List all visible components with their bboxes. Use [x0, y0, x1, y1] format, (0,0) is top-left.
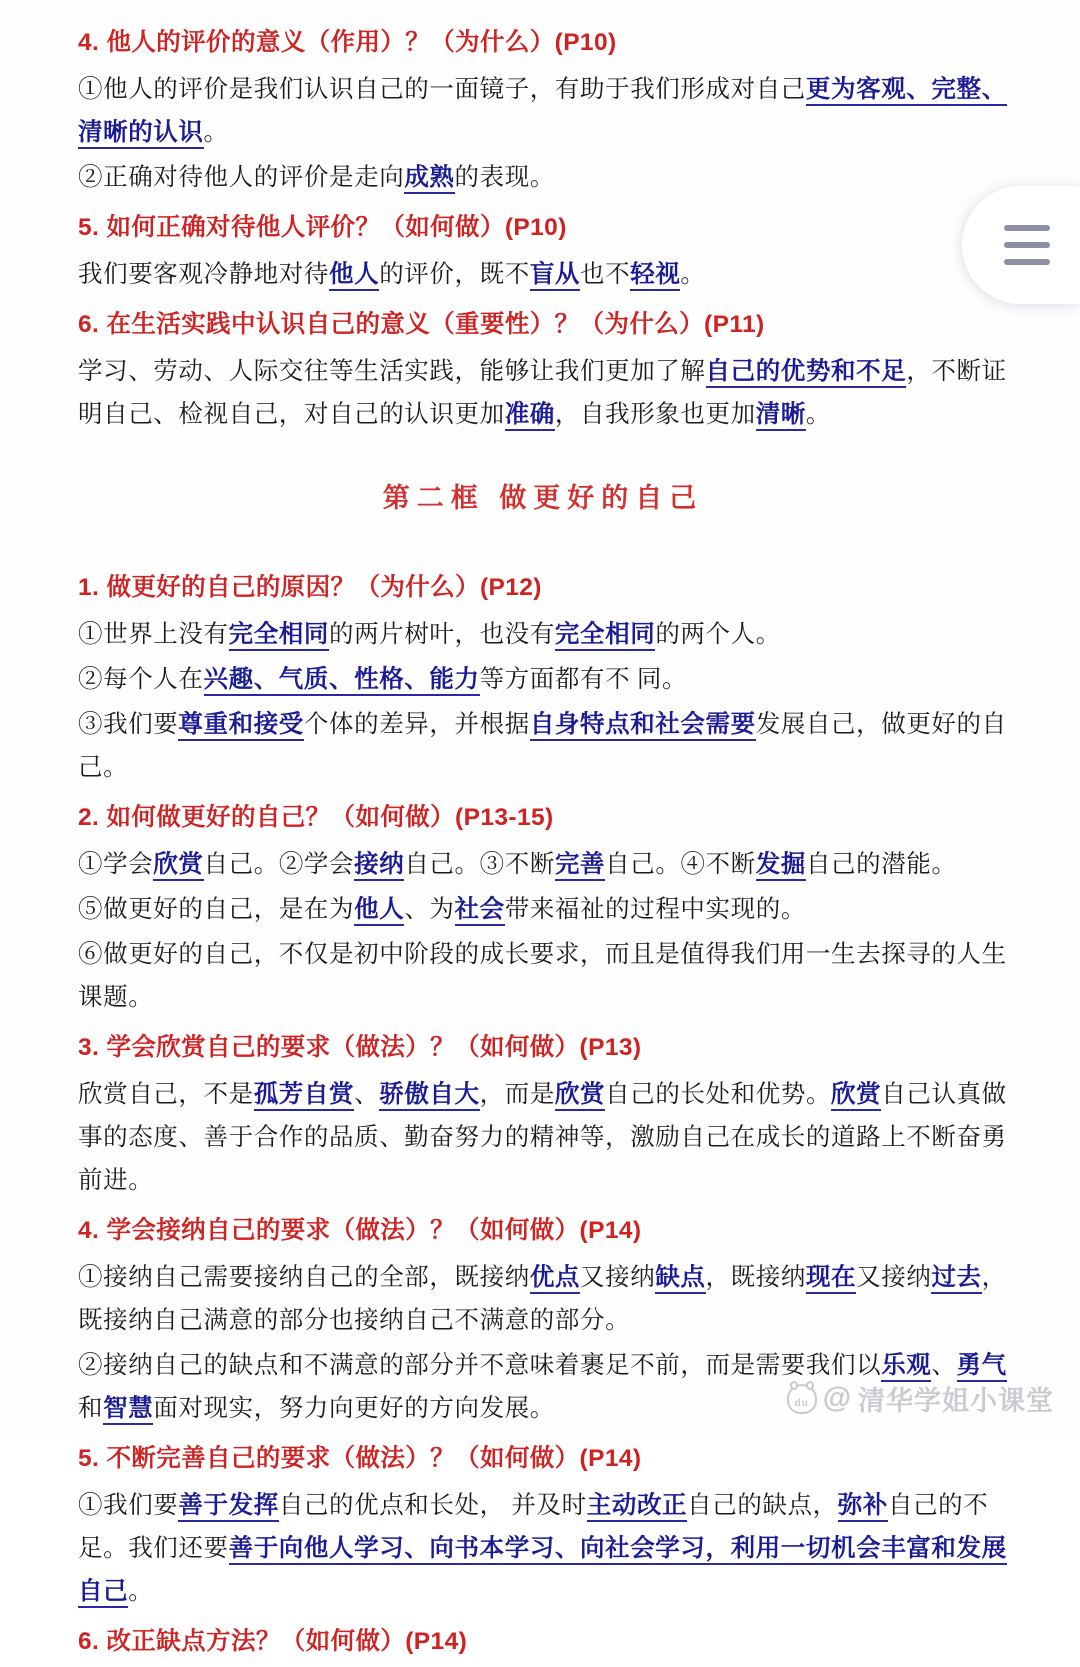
text-run: ①他人的评价是我们认识自己的一面镜子，有助于我们形成对自己 [78, 76, 806, 103]
text-run: 自己的优点和长处， 并及时 [278, 1492, 587, 1519]
question-heading-4: 4. 他人的评价的意义（作用）？（为什么）(P10) [78, 29, 617, 56]
answer-line [78, 933, 1008, 1019]
answer-line [78, 350, 1008, 436]
text-run: 的两片树叶，也没有 [329, 621, 555, 648]
text-run: ③我们要 [78, 711, 179, 738]
text-run: 我们要客观冷静地对待 [78, 261, 329, 288]
answer-line [78, 253, 1008, 296]
text-run: 自己的长处和优势。 [605, 1081, 832, 1108]
answer-line [78, 1256, 1008, 1342]
text-run: 、 [354, 1081, 380, 1108]
highlighted-term: 盲从 [530, 261, 580, 291]
text-run: 自己认真做事的态度、善于合作的品质、勤奋努力的精神等，激励自己在成长的道路上不断奋勇前进。 [78, 1081, 1007, 1194]
text-run: 自己。②学会 [203, 851, 355, 878]
highlighted-term: 欣赏 [831, 1081, 881, 1111]
answer-line [78, 613, 1008, 656]
text-run: 的评价，既不 [379, 261, 530, 288]
highlighted-term: 他人 [354, 896, 404, 926]
text-run: 。 [128, 1578, 154, 1605]
text-run: 又接纳 [856, 1264, 932, 1291]
answer-line [78, 658, 1008, 701]
watermark-text: 清华学姐小课堂 [858, 1386, 1054, 1416]
watermark-at-sign: @ [822, 1382, 852, 1414]
baidu-paw-icon: du [787, 1384, 817, 1414]
highlighted-term: 优点 [530, 1264, 580, 1294]
text-run: 自己。③不断 [404, 851, 555, 878]
highlighted-term: 乐观 [881, 1352, 931, 1382]
answer-line [78, 888, 1008, 931]
text-run: ①接纳自己需要接纳自己的全部，既接纳 [78, 1264, 530, 1291]
text-run: 。 [203, 119, 229, 146]
highlighted-term: 孤芳自赏 [254, 1081, 354, 1111]
text-run: ⑤做更好的自己，是在为 [78, 896, 355, 923]
highlighted-term: 准确 [505, 401, 555, 431]
text-run: 面对现实，努力向更好的方向发展。 [153, 1395, 555, 1422]
text-run: ②接纳自己的缺点和不满意的部分并不意味着裹足不前，而是需要我们以 [78, 1352, 882, 1379]
hamburger-bar [1004, 225, 1050, 231]
highlighted-term: 发掘 [756, 851, 806, 881]
highlighted-term: 尊重和接受 [178, 711, 304, 741]
highlighted-term: 善于发挥 [178, 1492, 278, 1522]
text-run: 自己的缺点， [687, 1492, 838, 1519]
hamburger-bar [1004, 259, 1050, 265]
text-run: 。 [680, 261, 706, 288]
highlighted-term: 善于向他人学习、向书本学习、向社会学习，利用一切机会丰富和发展自己 [78, 1535, 1007, 1608]
text-run: ①学会 [78, 851, 154, 878]
highlighted-term: 骄傲自大 [379, 1081, 479, 1111]
text-run: 学习、劳动、人际交往等生活实践，能够让我们更加了解 [78, 358, 706, 385]
hamburger-bar [1004, 242, 1050, 248]
question-heading-s2-1: 1. 做更好的自己的原因？（为什么）(P12) [78, 574, 542, 601]
highlighted-term: 社会 [455, 896, 505, 926]
hamburger-menu-icon [1004, 225, 1050, 265]
text-run: ，不断证明自己、检视自己，对自己的认识更加 [78, 358, 1007, 428]
highlighted-term: 兴趣、气质、性格、能力 [204, 666, 480, 696]
text-run: 和 [78, 1395, 104, 1422]
question-heading-s2-3: 3. 学会欣赏自己的要求（做法）？（如何做）(P13) [78, 1034, 642, 1061]
text-run: 又接纳 [580, 1264, 656, 1291]
text-run: ②每个人在 [78, 666, 204, 693]
highlighted-term: 更为客观、完整、清晰的认识 [78, 76, 1007, 149]
question-heading-s2-6: 6. 改正缺点方法？（如何做）(P14) [78, 1628, 468, 1655]
text-run: 也不 [580, 261, 631, 288]
highlighted-term: 主动改正 [587, 1492, 687, 1522]
highlighted-term: 自己的优势和不足 [706, 358, 907, 388]
text-run: 自己的潜能。 [805, 851, 957, 878]
text-run: 。 [805, 401, 832, 428]
highlighted-term: 勇气 [957, 1352, 1007, 1382]
answer-line [78, 68, 1008, 154]
text-run: 欣赏自己，不是 [78, 1081, 254, 1108]
question-heading-s2-4: 4. 学会接纳自己的要求（做法）？（如何做）(P14) [78, 1217, 642, 1244]
highlighted-term: 现在 [806, 1264, 856, 1294]
text-run: 个体的差异，并根据 [303, 711, 530, 738]
highlighted-term: 完善 [555, 851, 605, 881]
question-heading-5: 5. 如何正确对待他人评价？（如何做）(P10) [78, 214, 567, 241]
text-run: ，而是 [479, 1081, 555, 1108]
section-title: 第二框 做更好的自己 [382, 483, 704, 513]
text-run: 、 [931, 1352, 957, 1379]
text-run: 带来福祉的过程中实现的。 [504, 896, 806, 923]
text-run: ②正确对待他人的评价是走向 [78, 164, 405, 191]
text-run: ①世界上没有 [78, 621, 229, 648]
highlighted-term: 接纳 [354, 851, 404, 881]
highlighted-term: 成熟 [404, 164, 454, 194]
question-heading-s2-2: 2. 如何做更好的自己？（如何做）(P13-15) [78, 804, 554, 831]
question-heading-6: 6. 在生活实践中认识自己的意义（重要性）？（为什么）(P11) [78, 311, 765, 338]
highlighted-term: 欣赏 [555, 1081, 605, 1111]
text-run: 的表现。 [454, 164, 555, 191]
text-run: 的两个人。 [655, 621, 781, 648]
answer-line [78, 1484, 1008, 1613]
highlighted-term: 清晰 [756, 401, 806, 431]
watermark [787, 1379, 1054, 1418]
highlighted-term: 完全相同 [229, 621, 329, 651]
highlighted-term: 缺点 [655, 1264, 705, 1294]
text-run: 发展自己，做更好的自己。 [78, 711, 1007, 781]
text-run: 自己的不足。我们还要 [78, 1492, 989, 1562]
note-content [78, 14, 1008, 1667]
text-run: ，既接纳自己满意的部分也接纳自己不满意的部分。 [78, 1264, 1007, 1334]
text-run: ①我们要 [78, 1492, 179, 1519]
highlighted-term: 轻视 [630, 261, 680, 291]
question-heading-s2-5: 5. 不断完善自己的要求（做法）？（如何做）(P14) [78, 1445, 642, 1472]
highlighted-term: 完全相同 [555, 621, 655, 651]
floating-menu-button[interactable] [962, 186, 1080, 304]
answer-line [78, 843, 1008, 886]
highlighted-term: 弥补 [838, 1492, 888, 1522]
highlighted-term: 自身特点和社会需要 [530, 711, 756, 741]
text-run: 自己。④不断 [605, 851, 756, 878]
text-run: 等方面都有不 同。 [479, 666, 688, 693]
answer-line [78, 1073, 1008, 1202]
highlighted-term: 过去 [931, 1264, 981, 1294]
highlighted-term: 他人 [329, 261, 379, 291]
text-run: ，自我形象也更加 [554, 401, 756, 428]
text-run: ⑥做更好的自己，不仅是初中阶段的成长要求，而且是值得我们用一生去探寻的人生课题。 [78, 941, 1007, 1011]
text-run: 、为 [404, 896, 455, 923]
answer-line [78, 156, 1008, 199]
text-run: ，既接纳 [705, 1264, 806, 1291]
highlighted-term: 欣赏 [153, 851, 203, 881]
highlighted-term: 智慧 [103, 1395, 153, 1425]
answer-line [78, 703, 1008, 789]
